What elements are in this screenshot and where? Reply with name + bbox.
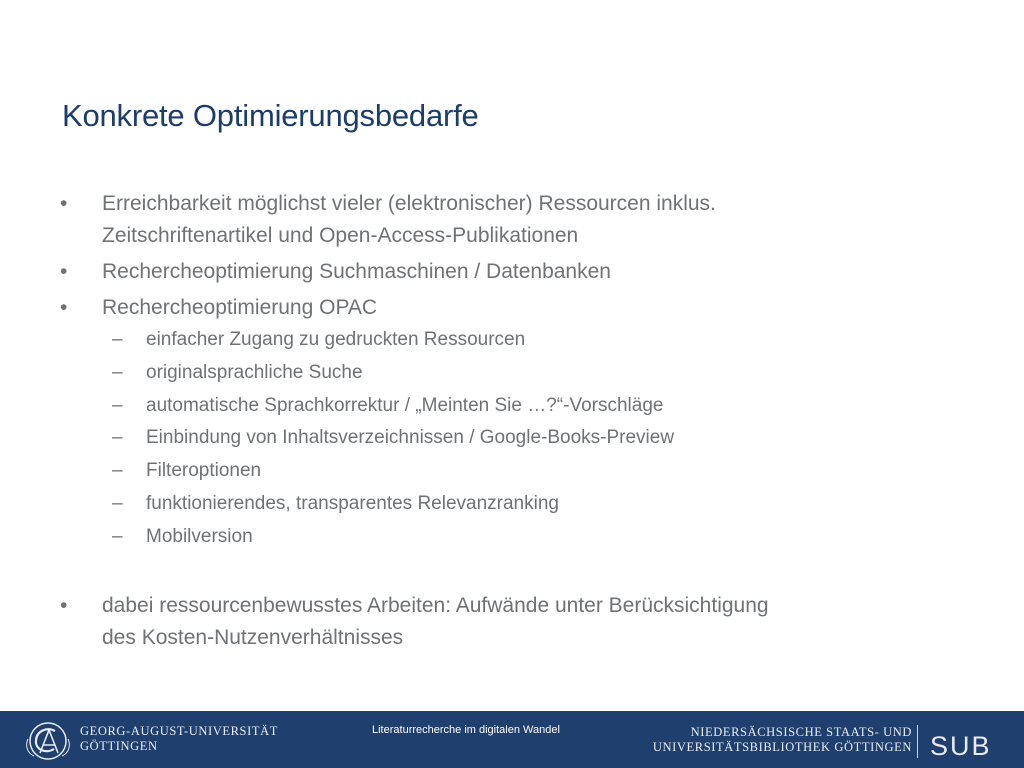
sub-list-item (60, 422, 960, 455)
bullet-marker: • (60, 192, 68, 215)
bullet-marker: • (60, 593, 68, 617)
sub-list-item (60, 390, 960, 423)
list-item (60, 256, 960, 288)
list-item-text: Rechercheoptimierung Suchmaschinen / Datenbanken (102, 260, 611, 283)
sub-list-item (60, 455, 960, 488)
library-name: NIEDERSÄCHSISCHE STAATS- UND UNIVERSITÄTSBIBLIOTHEK GÖTTINGEN (652, 725, 912, 754)
sub-logo (930, 731, 994, 759)
sub-list-item-text: funktionierendes, transparentes Relevanzranking (146, 492, 559, 514)
list-item-text: Erreichbarkeit möglichst vieler (elektronischer) Ressourcen inklus. (102, 192, 716, 215)
sub-list-item-text: Mobilversion (146, 525, 253, 547)
presentation-name: Literaturrecherche im digitalen Wandel (372, 724, 560, 736)
dash-marker: – (112, 427, 123, 449)
bullet-list (60, 188, 960, 654)
dash-marker: – (112, 394, 123, 416)
sub-list-item-text: automatische Sprachkorrektur / „Meinten Sie …?“-Vorschläge (146, 394, 664, 416)
footer-bar (0, 711, 1024, 768)
dash-marker: – (112, 460, 123, 482)
sub-list-item (60, 521, 960, 554)
svg-text:SUB: SUB (930, 731, 992, 759)
sub-list-item-text: Filteroptionen (146, 460, 262, 482)
list-item-text-continued: Zeitschriftenartikel und Open-Access-Publikationen (102, 224, 579, 247)
bullet-marker: • (60, 260, 68, 283)
list-item-text: Rechercheoptimierung OPAC (102, 296, 378, 319)
list-item-text-continued: des Kosten-Nutzenverhältnisses (102, 625, 404, 649)
list-item-text: dabei ressourcenbewusstes Arbeiten: Aufwände unter Berücksichtigung (102, 593, 769, 617)
list-item (60, 292, 960, 324)
dash-marker: – (112, 329, 123, 350)
slide-title: Konkrete Optimierungsbedarfe (62, 98, 479, 133)
university-name: GEORG-AUGUST-UNIVERSITÄT GÖTTINGEN (80, 724, 278, 753)
university-seal-icon (22, 719, 74, 763)
dash-marker: – (112, 361, 123, 383)
sub-list-item-text: Einbindung von Inhaltsverzeichnissen / Google-Books-Preview (146, 427, 675, 449)
dash-marker: – (112, 492, 123, 514)
sub-list-item-text: einfacher Zugang zu gedruckten Ressourcen (146, 329, 526, 350)
bullet-marker: • (60, 296, 68, 319)
dash-marker: – (112, 525, 123, 547)
sub-list-item (60, 357, 960, 390)
list-item (60, 188, 960, 252)
sub-list-item (60, 488, 960, 521)
footer-divider (917, 725, 918, 758)
sub-list-item (60, 324, 960, 357)
list-item (60, 590, 960, 654)
sub-list-item-text: originalsprachliche Suche (146, 361, 363, 383)
